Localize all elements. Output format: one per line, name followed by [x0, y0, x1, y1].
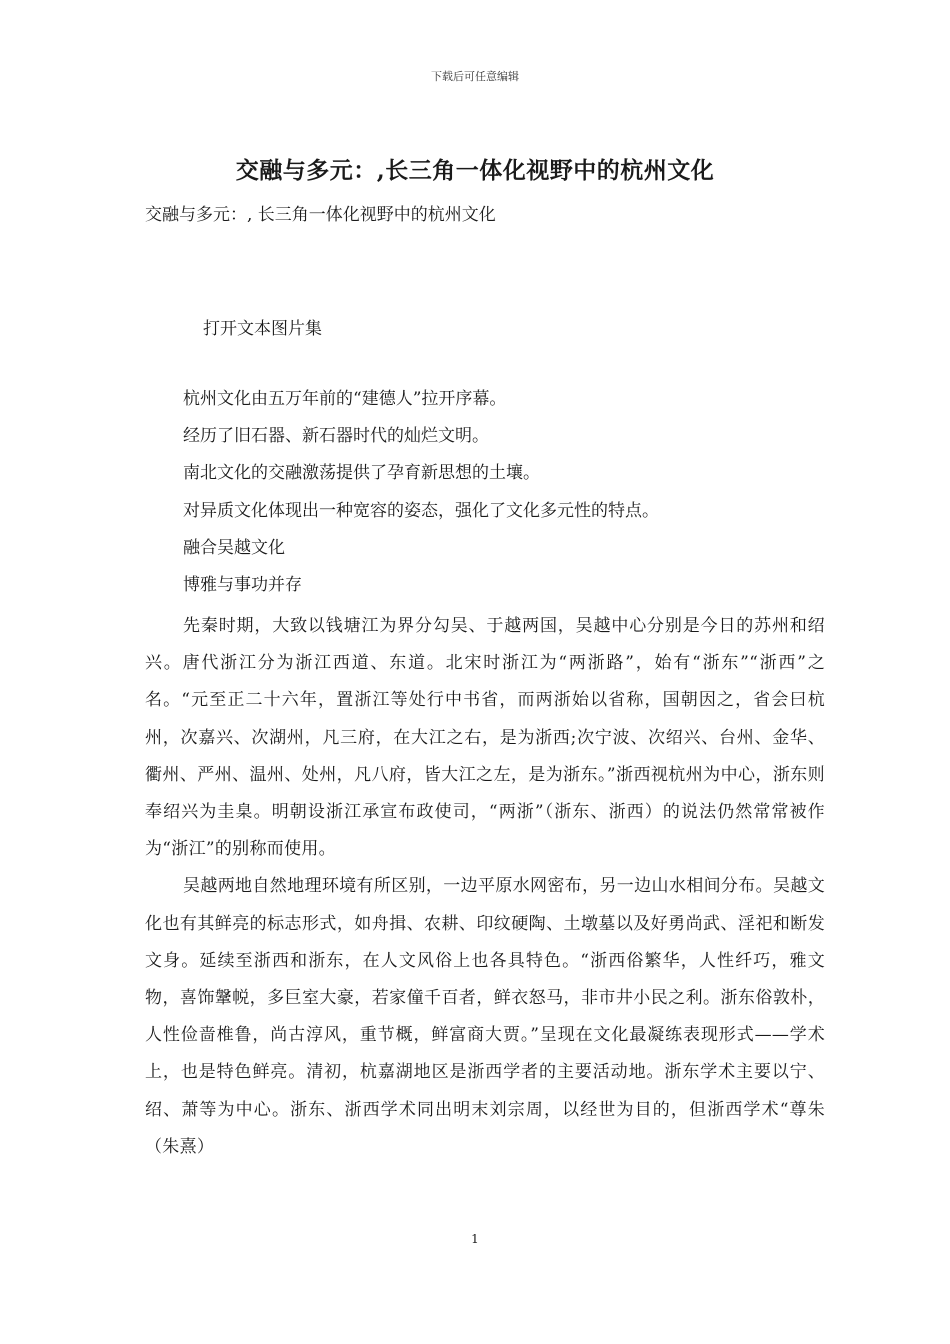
intro-line: 杭州文化由五万年前的“建德人”拉开序幕。	[183, 389, 507, 409]
intro-line: 经历了旧石器、新石器时代的灿烂文明。	[183, 426, 489, 447]
section-heading: 融合吴越文化	[183, 537, 285, 558]
intro-line: 南北文化的交融激荡提供了孕育新思想的土壤。	[183, 463, 540, 484]
header-note: 下载后可任意编辑	[431, 70, 519, 83]
body-paragraph: 吴越两地自然地理环境有所区别，一边平原水网密布，另一边山水相间分布。吴越文化也有其鲜亮的标志形式，如舟揖、农耕、印纹硬陶、土墩墓以及好勇尚武、淫祀和断发文身。延续至浙西和浙东，在人文风俗上也各具特色。“浙西俗繁华，人性纤巧，雅文物，喜饰鞶帨，多巨室大豪，若家僮千百者，鲜衣怒马，非市井小民之利。浙东俗敦朴，人性俭啬椎鲁，尚古淳风，重节概，鲜富商大贾。”呈现在文化最凝练表现形式——学术上，也是特色鲜亮。清初，杭嘉湖地区是浙西学者的主要活动地。浙东学术主要以宁、绍、萧等为中心。浙东、浙西学术同出明末刘宗周，以经世为目的，但浙西学术“尊朱（朱熹）	[145, 876, 825, 1157]
article-subtitle: 交融与多元：, 长三角一体化视野中的杭州文化	[145, 205, 496, 225]
page-number: 1	[471, 1232, 479, 1246]
article-body	[145, 608, 825, 1166]
intro-line: 对异质文化体现出一种宽容的姿态，强化了文化多元性的特点。	[183, 500, 659, 521]
section-subheading: 博雅与事功并存	[183, 574, 302, 595]
intro-lines	[183, 386, 823, 609]
body-paragraph: 先秦时期，大致以钱塘江为界分勾吴、于越两国，吴越中心分别是今日的苏州和绍兴。唐代浙江分为浙江西道、东道。北宋时浙江为“两浙路”，始有“浙东”“浙西”之名。“元至正二十六年，置浙江等处行中书省，而两浙始以省称，国朝因之，省会曰杭州，次嘉兴、次湖州，凡三府，在大江之右，是为浙西;次宁波、次绍兴、台州、金华、衢州、严州、温州、处州，凡八府，皆大江之左，是为浙东。”浙西视杭州为中心，浙东则奉绍兴为圭臬。明朝设浙江承宣布政使司，“两浙”（浙东、浙西）的说法仍然常常被作为“浙江”的别称而使用。	[145, 616, 825, 860]
article-title: 交融与多元：,长三角一体化视野中的杭州文化	[235, 157, 715, 184]
open-gallery-link[interactable]: 打开文本图片集	[203, 319, 322, 339]
